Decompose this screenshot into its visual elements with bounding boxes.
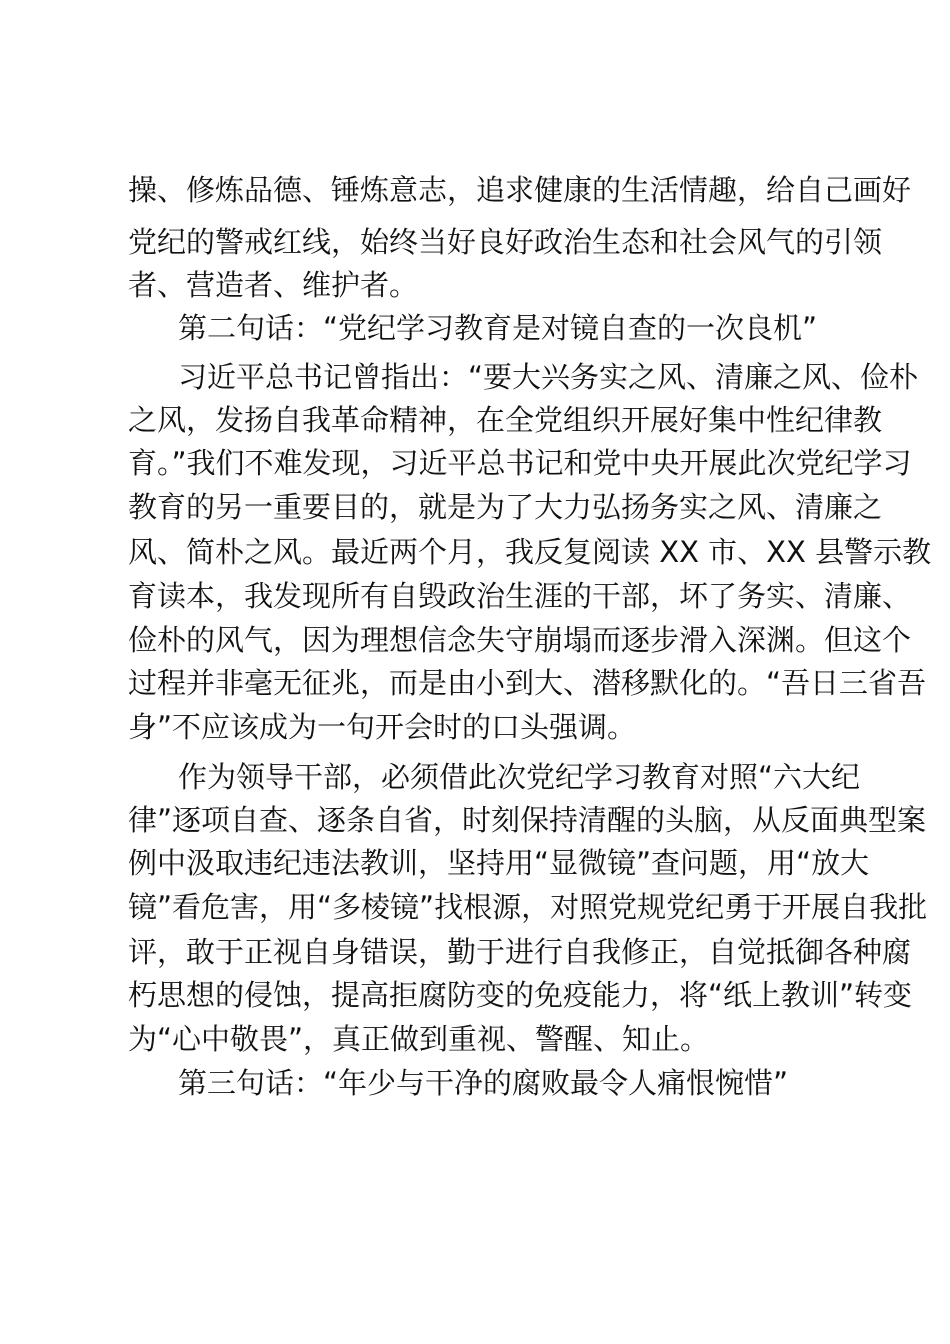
- paragraph-line-11: 俭朴的风气，因为理想信念失守崩塌而逐步滑入深渊。但这个: [128, 623, 912, 657]
- paragraph-line-17: 镜”看危害，用“多棱镜”找根源，对照党规党纪勇于开展自我批: [128, 890, 928, 924]
- paragraph-line-6: 之风，发扬自我革命精神，在全党组织开展好集中性纪律教: [128, 403, 883, 437]
- paragraph-line-10: 育读本，我发现所有自毁政治生涯的干部，坏了务实、清廉、: [128, 579, 912, 613]
- paragraph-line-14: 作为领导干部，必须借此次党纪学习教育对照“六大纪: [178, 760, 861, 794]
- paragraph-line-13: 身”不应该成为一句开会时的口头强调。: [128, 710, 637, 744]
- section-heading-3: 第三句话：“年少与干净的腐败最令人痛恨惋惜”: [178, 1066, 789, 1100]
- paragraph-line-3: 者、营造者、维护者。: [128, 268, 419, 302]
- paragraph-line-8: 教育的另一重要目的，就是为了大力弘扬务实之风、清廉之: [128, 490, 883, 524]
- paragraph-line-18: 评，敢于正视自身错误，勤于进行自我修正，自觉抵御各种腐: [128, 935, 912, 969]
- paragraph-line-15: 律”逐项自查、逐条自省，时刻保持清醒的头脑，从反面典型案: [128, 803, 927, 837]
- paragraph-line-2: 党纪的警戒红线，始终当好良好政治生态和社会风气的引领: [128, 225, 883, 259]
- paragraph-line-9: 风、简朴之风。最近两个月，我反复阅读 XX 市、XX 县警示教: [128, 535, 932, 569]
- paragraph-line-20: 为“心中敬畏”，真正做到重视、警醒、知止。: [128, 1022, 710, 1056]
- paragraph-line-7: 育。”我们不难发现，习近平总书记和党中央开展此次党纪学习: [128, 446, 912, 480]
- section-heading-2: 第二句话：“党纪学习教育是对镜自查的一次良机”: [178, 311, 818, 345]
- paragraph-line-5: 习近平总书记曾指出：“要大兴务实之风、清廉之风、俭朴: [178, 360, 919, 394]
- paragraph-line-16: 例中汲取违纪违法教训，坚持用“显微镜”查问题，用“放大: [128, 846, 870, 880]
- paragraph-line-1: 操、修炼品德、锤炼意志，追求健康的生活情趣，给自己画好: [128, 173, 912, 207]
- paragraph-line-12: 过程并非毫无征兆，而是由小到大、潜移默化的。“吾日三省吾: [128, 666, 927, 700]
- paragraph-line-19: 朽思想的侵蚀，提高拒腐防变的免疫能力，将“纸上教训”转变: [128, 978, 913, 1012]
